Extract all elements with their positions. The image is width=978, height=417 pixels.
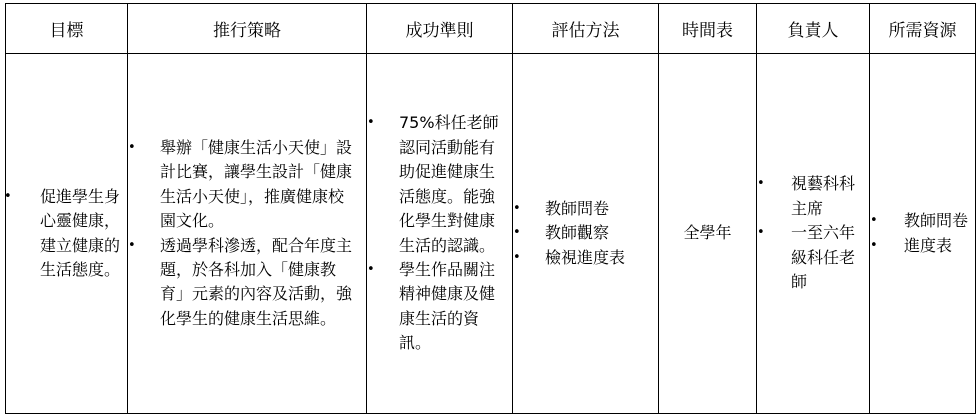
- resource-text: 教師問卷: [904, 211, 969, 231]
- header-timeline: 時間表: [659, 4, 757, 54]
- list-item: [757, 221, 869, 294]
- goal-cell: [6, 54, 128, 414]
- bullet-icon: •: [367, 115, 375, 131]
- success-criteria-list: [367, 111, 512, 355]
- criterion-text: 75%科任老師認同活動能有助促進健康生活態度。能強化學生對健康生活的認識。: [399, 113, 499, 255]
- list-item: [757, 172, 869, 221]
- strategy-text: 透過學科滲透，配合年度主題，於各科加入「健康教育」元素的內容及活動，強化學生的健康生活思維。: [160, 235, 353, 328]
- timeline-text: 全學年: [683, 223, 732, 243]
- responsible-text: 視藝科科主席: [791, 174, 856, 218]
- header-goal: 目標: [6, 4, 128, 54]
- header-responsible: 負責人: [757, 4, 870, 54]
- resource-text: 進度表: [904, 235, 953, 255]
- bullet-icon: •: [513, 225, 521, 241]
- list-item: [513, 221, 658, 245]
- success-criteria-cell: [367, 54, 513, 414]
- list-item: [870, 234, 975, 258]
- list-item: [367, 258, 512, 356]
- bullet-icon: •: [513, 249, 521, 265]
- bullet-icon: •: [870, 213, 878, 229]
- goal-text: 促進學生身心靈健康，建立健康的生活態度。: [40, 186, 121, 279]
- list-item: [128, 136, 366, 234]
- strategy-text: 舉辦「健康生活小天使」設計比賽，讓學生設計「健康生活小天使」，推廣健康校園文化。: [160, 137, 353, 231]
- plan-table: [5, 3, 976, 414]
- bullet-icon: •: [128, 139, 136, 155]
- resources-cell: [870, 54, 976, 414]
- header-evaluation-methods: 評估方法: [513, 4, 659, 54]
- bullet-icon: •: [513, 200, 521, 216]
- strategies-list: [128, 136, 366, 331]
- evaluation-methods-cell: [513, 54, 659, 414]
- list-item: [367, 111, 512, 257]
- method-text: 檢視進度表: [545, 247, 626, 267]
- bullet-icon: •: [128, 237, 136, 253]
- list-item: [870, 209, 975, 233]
- bullet-icon: •: [4, 188, 12, 204]
- header-strategies: 推行策略: [128, 4, 367, 54]
- criterion-text: 學生作品關注精神健康及健康生活的資訊。: [399, 259, 496, 353]
- responsible-list: [757, 172, 869, 294]
- bullet-icon: •: [367, 261, 375, 277]
- responsible-cell: [757, 54, 870, 414]
- timeline-cell: [659, 54, 757, 414]
- bullet-icon: •: [757, 176, 765, 192]
- list-item: [513, 246, 658, 270]
- responsible-text: 一至六年級科任老師: [791, 223, 856, 292]
- evaluation-methods-list: [513, 197, 658, 270]
- goal-list: [6, 185, 127, 283]
- header-resources: 所需資源: [870, 4, 976, 54]
- list-item: [6, 185, 127, 283]
- list-item: [128, 234, 366, 332]
- strategies-cell: [128, 54, 367, 414]
- body-row: [6, 54, 976, 414]
- resources-list: [870, 209, 975, 258]
- method-text: 教師問卷: [545, 198, 610, 218]
- list-item: [513, 197, 658, 221]
- header-row: [6, 4, 976, 54]
- bullet-icon: •: [757, 225, 765, 241]
- method-text: 教師觀察: [545, 223, 610, 243]
- bullet-icon: •: [870, 237, 878, 253]
- header-success-criteria: 成功準則: [367, 4, 513, 54]
